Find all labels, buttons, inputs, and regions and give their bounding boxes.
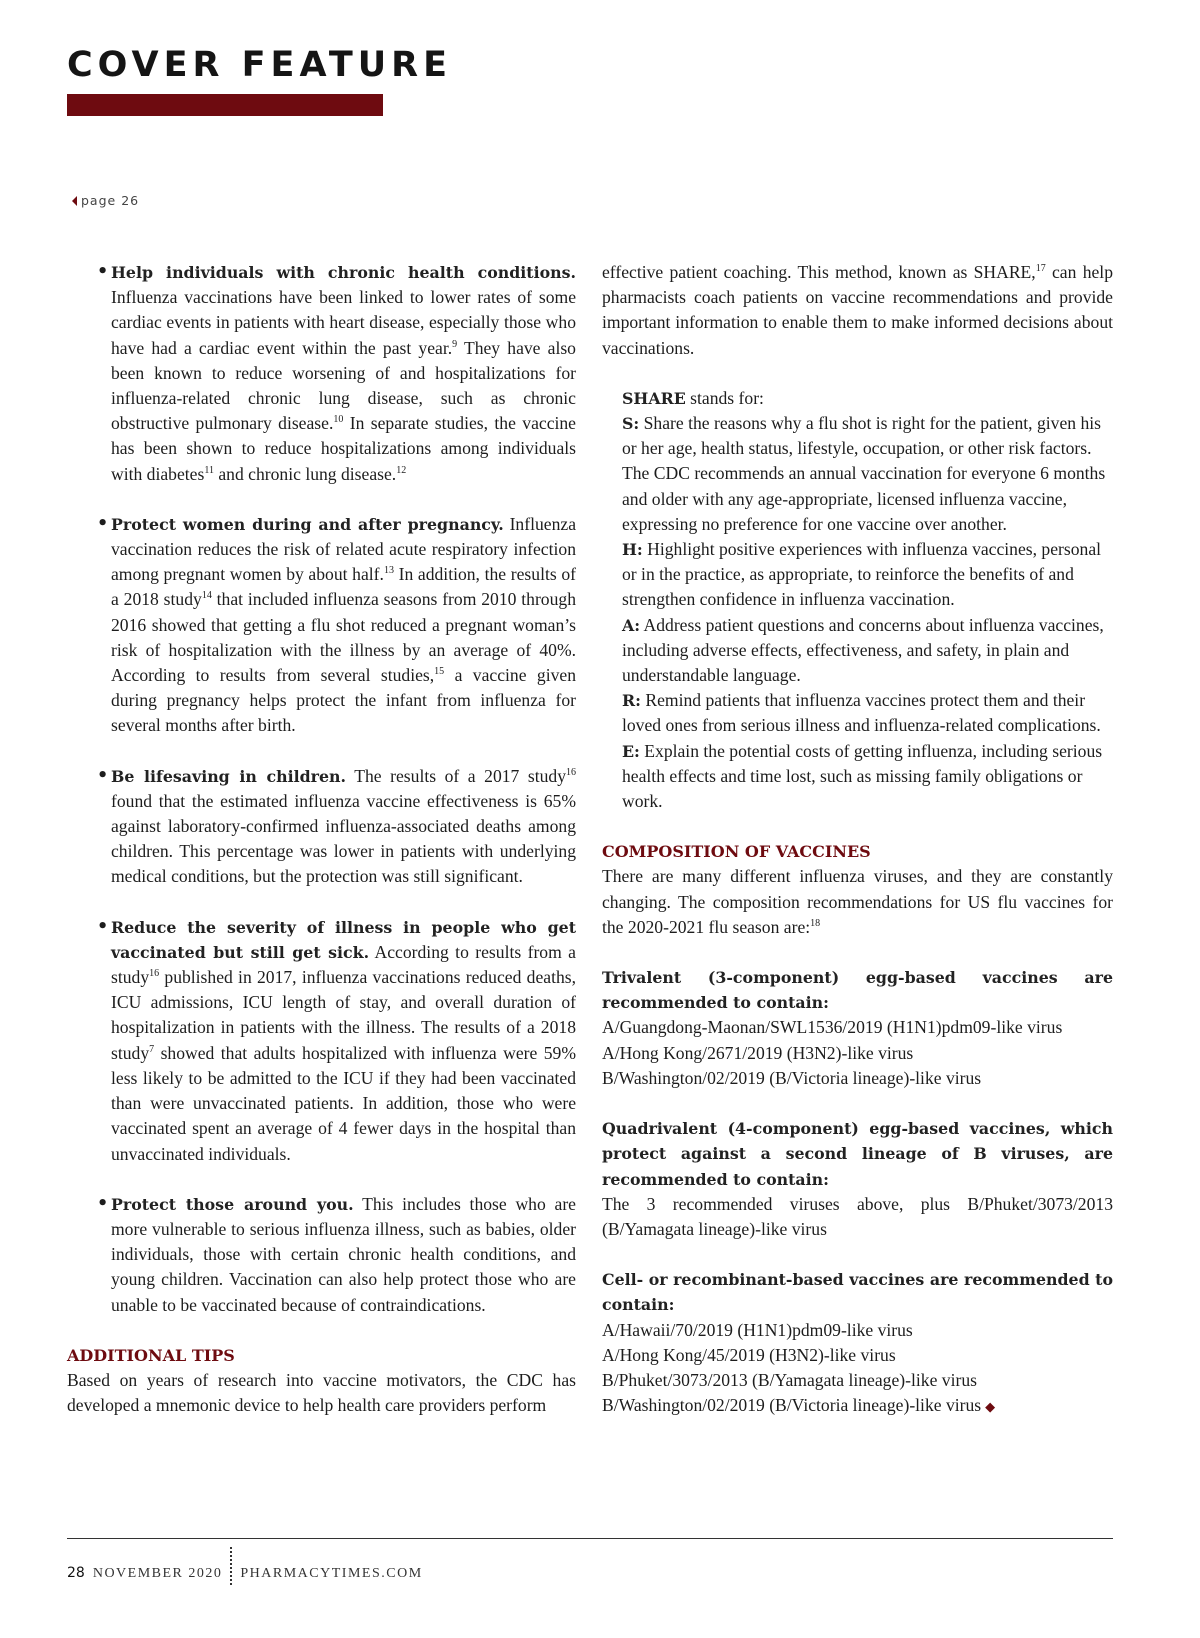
share-label: SHARE	[622, 388, 686, 408]
bullet-text: The results of a 2017 study	[346, 765, 566, 786]
end-of-article-diamond-icon: ◆	[985, 1399, 996, 1415]
composition-heading: COMPOSITION OF VACCINES	[602, 842, 871, 862]
section-title: COVER FEATURE	[67, 45, 452, 85]
bullet-heading: Protect women during and after pregnancy.	[111, 514, 504, 534]
share-intro	[602, 260, 1113, 361]
share-text: Remind patients that influenza vaccines protect them and their loved ones from serious illness and influenza-related complications.	[622, 690, 1101, 736]
bullet-text: that included influenza seasons from 2010 through 2016 showed that getting a flu shot reduced a pregnant woman’s risk of hospitalization with the illness by an average of 40%. According to results from several studies,	[111, 589, 576, 686]
share-item-h	[622, 537, 1113, 613]
quadrivalent-heading: Quadrivalent (4-component) egg-based vaccines, which protect against a second lineage of B viruses, are recommended to contain:	[602, 1119, 1113, 1189]
citation: 7	[149, 1043, 155, 1055]
virus-strain: A/Hawaii/70/2019 (H1N1)pdm09-like virus	[602, 1319, 913, 1340]
citation: 15	[434, 666, 445, 678]
page-number: 28	[67, 1565, 85, 1582]
bullet-chronic-conditions	[67, 260, 576, 487]
share-letter: R:	[622, 691, 641, 711]
citation: 14	[201, 590, 212, 602]
bullet-icon: •	[97, 765, 109, 786]
bullet-text: In addition, the results of a 2018 study	[111, 564, 577, 610]
cell-recombinant-heading: Cell- or recombinant-based vaccines are recommended to contain:	[602, 1270, 1113, 1315]
footer	[67, 1555, 423, 1593]
share-text: Explain the potential costs of getting influenza, including serious health effects and time lost, such as missing family obligations or work.	[622, 740, 1103, 812]
composition-intro	[602, 864, 1113, 940]
cell-recombinant-list	[602, 1318, 1113, 1420]
website[interactable]: PHARMACYTIMES.COM	[240, 1566, 423, 1582]
bullet-icon: •	[97, 513, 109, 534]
bullet-protect-others	[67, 1192, 576, 1318]
quadrivalent-text: The 3 recommended viruses above, plus B/Phuket/3073/2013 (B/Yamagata lineage)-like virus	[602, 1193, 1113, 1239]
bullet-text: According to results from a study	[111, 941, 576, 988]
bullet-severity	[67, 915, 576, 1167]
citation: 9	[452, 338, 458, 350]
share-item-e	[622, 739, 1113, 815]
virus-strain: B/Phuket/3073/2013 (B/Yamagata lineage)-like virus	[602, 1369, 977, 1390]
trivalent-heading: Trivalent (3-component) egg-based vaccines are recommended to contain:	[602, 968, 1113, 1013]
share-item-r	[622, 688, 1113, 738]
paragraph-text: effective patient coaching. This method, known as SHARE,	[602, 262, 1036, 282]
paragraph-text: can help pharmacists coach patients on vaccine recommendations and provide important information to enable them to make informed decisions about vaccinations.	[602, 262, 1113, 358]
paragraph-text: There are many different influenza viruses, and they are constantly changing. The composition recommendations for US flu vaccines for the 2020-2021 flu season are:	[602, 866, 1113, 937]
citation: 11	[204, 464, 214, 476]
bullet-icon: •	[97, 916, 109, 937]
share-title	[622, 386, 1113, 411]
citation: 18	[810, 917, 821, 929]
virus-strain: A/Hong Kong/2671/2019 (H3N2)-like virus	[602, 1042, 914, 1063]
footer-divider	[67, 1538, 1113, 1539]
bullet-text: showed that adults hospitalized with influenza were 59% less likely to be admitted to the ICU if they had been vaccinated than were unvaccinated patients. In addition, those who were vaccinated spent an average of 4 fewer days in the hospital than unvaccinated individuals.	[111, 1042, 576, 1164]
share-item-a	[622, 613, 1113, 689]
virus-strain: B/Washington/02/2019 (B/Victoria lineage)-like virus	[602, 1395, 982, 1416]
bullet-text: published in 2017, influenza vaccinations reduced deaths, ICU admissions, ICU length of stay, and overall duration of hospitalization in patients with the illness. The results of a 2018 study	[111, 967, 576, 1063]
citation: 13	[383, 565, 394, 577]
share-letter: E:	[622, 741, 640, 761]
share-letter: H:	[622, 540, 643, 560]
virus-strain: B/Washington/02/2019 (B/Victoria lineage)-like virus	[602, 1067, 982, 1088]
bullet-text: and chronic lung disease.	[213, 463, 397, 484]
right-column	[602, 260, 1113, 1419]
trivalent-list	[602, 1015, 1113, 1091]
bullet-text: found that the estimated influenza vaccine effectiveness is 65% against laboratory-confirmed influenza-associated deaths among children. This percentage was lower in patients with underlying medical conditions, but the protection was still significant.	[111, 790, 576, 887]
page-ref-label: page 26	[81, 193, 140, 208]
left-column	[67, 260, 576, 1418]
additional-tips-heading: ADDITIONAL TIPS	[67, 1345, 235, 1365]
bullet-icon: •	[97, 262, 109, 282]
share-letter: S:	[622, 414, 640, 434]
back-arrow-icon	[72, 196, 77, 206]
share-text: Address patient questions and concerns about influenza vaccines, including adverse effects, effectiveness, and safety, in plain and understandable language.	[622, 614, 1104, 686]
bullet-heading: Protect those around you.	[111, 1194, 354, 1214]
citation: 10	[333, 414, 344, 426]
issue-date: NOVEMBER 2020	[92, 1566, 223, 1582]
share-stands-for: stands for:	[685, 387, 764, 408]
bullet-text: Influenza vaccination reduces the risk of related acute respiratory infection among pregnant women by about half.	[111, 513, 576, 585]
bullet-icon: •	[97, 1193, 109, 1214]
additional-tips-text: Based on years of research into vaccine motivators, the CDC has developed a mnemonic device to help health care providers perform	[67, 1369, 576, 1416]
share-letter: A:	[622, 615, 641, 635]
share-mnemonic-box	[622, 386, 1113, 814]
footer-separator	[230, 1547, 232, 1585]
share-text: Share the reasons why a flu shot is right for the patient, given his or her age, health status, lifestyle, occupation, or other risk factors. The CDC recommends an annual vaccination for everyone 6 months and older with any age-appropriate, licensed influenza vaccine, expressing no preference for one vaccine over another.	[622, 413, 1106, 534]
bullet-text: This includes those who are more vulnerable to serious influenza illness, such as babies, older individuals, those with certain chronic health conditions, and young children. Vaccination can also help protect those who are unable to be vaccinated because of contraindications.	[111, 1193, 576, 1315]
bullet-heading: Reduce the severity of illness in people who get vaccinated but still get sick.	[111, 917, 576, 962]
citation: 12	[396, 464, 407, 476]
bullet-heading: Help individuals with chronic health conditions.	[111, 263, 576, 282]
share-item-s	[622, 411, 1113, 537]
virus-strain: A/Guangdong-Maonan/SWL1536/2019 (H1N1)pdm09-like virus	[602, 1017, 1063, 1038]
bullet-text: Influenza vaccinations have been linked to lower rates of some cardiac events in patients with heart disease, especially those who have had a cardiac event within the past year.	[111, 287, 576, 358]
bullet-text: They have also been known to reduce worsening of and hospitalizations for influenza-related chronic lung disease, such as chronic obstructive pulmonary disease.	[111, 337, 576, 434]
virus-strain-last	[602, 1393, 1113, 1419]
bullet-pregnancy	[67, 512, 576, 739]
citation: 17	[1035, 263, 1046, 274]
bullet-children	[67, 764, 576, 890]
citation: 16	[566, 766, 576, 778]
bullet-text: a vaccine given during pregnancy helps protect the infant from influenza for several months after birth.	[111, 665, 576, 736]
citation: 16	[149, 968, 160, 980]
bullet-heading: Be lifesaving in children.	[111, 766, 347, 786]
share-text: Highlight positive experiences with influenza vaccines, personal or in the practice, as appropriate, to reinforce the benefits of and strengthen confidence in influenza vaccination.	[622, 539, 1102, 610]
bullet-text: In separate studies, the vaccine has been shown to reduce hospitalizations among individuals with diabetes	[111, 413, 576, 484]
virus-strain: A/Hong Kong/45/2019 (H3N2)-like virus	[602, 1344, 896, 1365]
continued-from-link[interactable]	[72, 193, 139, 208]
section-title-bar	[67, 94, 383, 116]
